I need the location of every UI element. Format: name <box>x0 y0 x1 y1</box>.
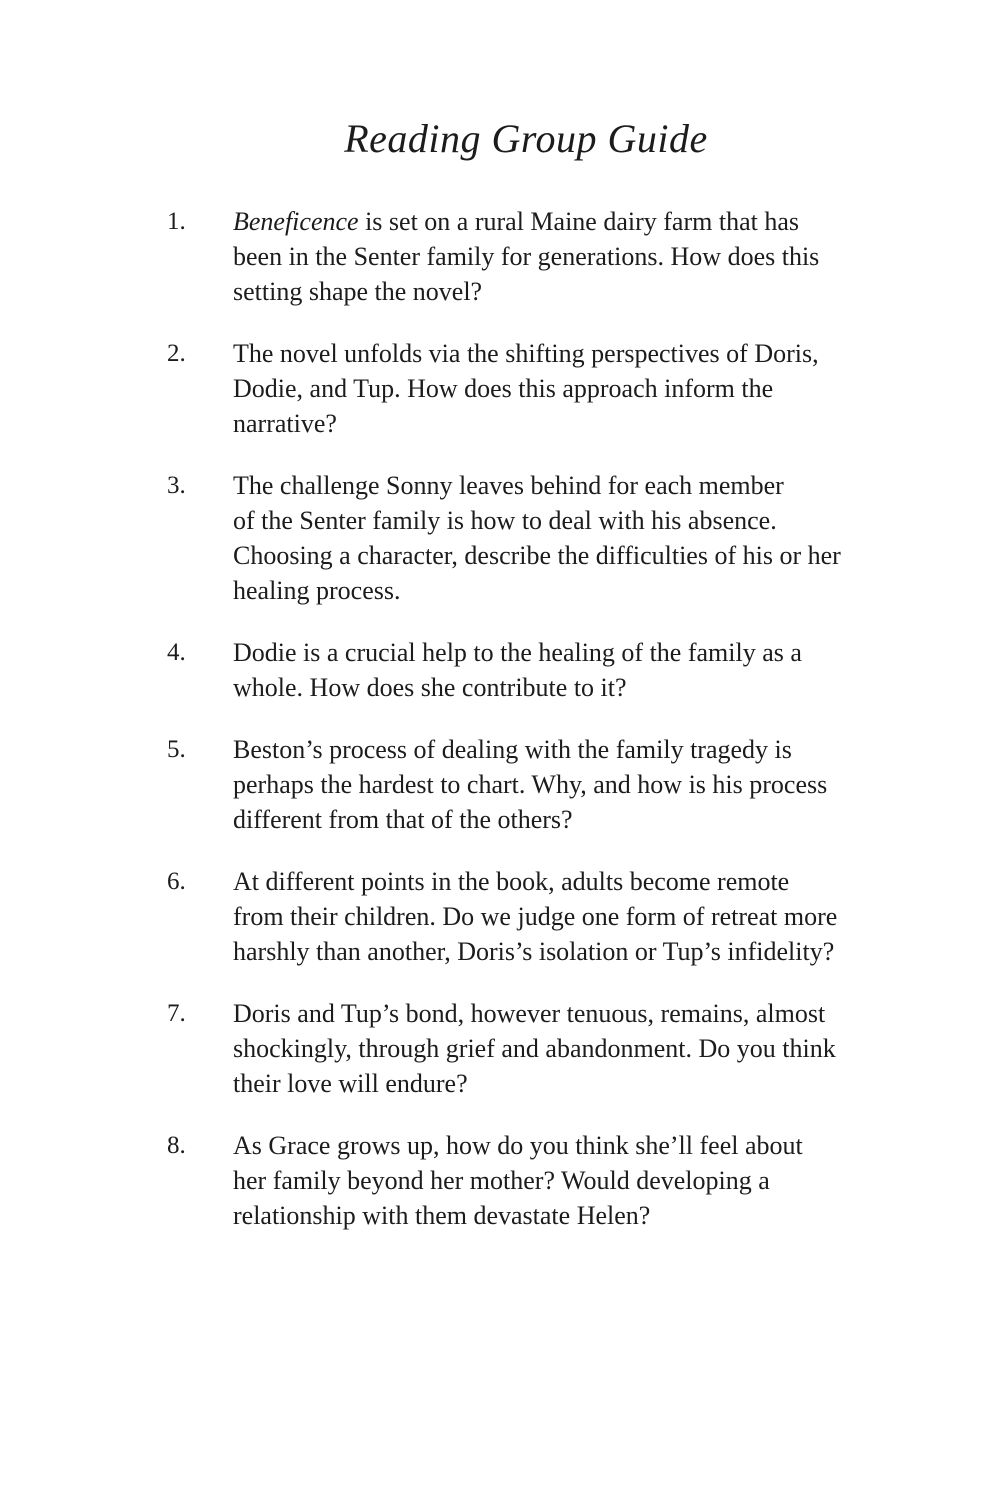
question-line <box>233 204 885 239</box>
question-line <box>233 468 885 503</box>
question-item <box>167 732 885 837</box>
question-line <box>233 538 885 573</box>
question-item <box>167 864 885 969</box>
question-line <box>233 996 885 1031</box>
question-text-part: The challenge Sonny leaves behind for each member <box>233 471 784 500</box>
question-text-part: whole. How does she contribute to it? <box>233 673 627 702</box>
question-item <box>167 1128 885 1233</box>
question-text-part: perhaps the hardest to chart. Why, and how is his process <box>233 770 828 799</box>
question-text-part: their love will endure? <box>233 1069 468 1098</box>
question-text-part: setting shape the novel? <box>233 277 483 306</box>
question-line <box>233 503 885 538</box>
question-list <box>167 204 885 1233</box>
question-number: 2. <box>167 340 186 367</box>
question-text <box>233 204 885 309</box>
page-title: Reading Group Guide <box>344 116 708 161</box>
question-line <box>233 573 885 608</box>
question-item <box>167 204 885 309</box>
question-text <box>233 635 885 705</box>
question-text <box>233 336 885 441</box>
question-number: 4. <box>167 639 186 666</box>
question-number: 1. <box>167 208 186 235</box>
question-text-part: harshly than another, Doris’s isolation or Tup’s infidelity? <box>233 937 835 966</box>
question-item <box>167 468 885 608</box>
question-text-part: shockingly, through grief and abandonment. Do you think <box>233 1034 836 1063</box>
question-text <box>233 864 885 969</box>
question-text-part: Dodie is a crucial help to the healing of the family as a <box>233 638 802 667</box>
question-text-part: Choosing a character, describe the difficulties of his or her <box>233 541 841 570</box>
question-text-part: As Grace grows up, how do you think she’ll feel about <box>233 1131 803 1160</box>
question-item <box>167 996 885 1101</box>
question-text-part: At different points in the book, adults become remote <box>233 867 790 896</box>
question-text-part: of the Senter family is how to deal with his absence. <box>233 506 777 535</box>
question-line <box>233 864 885 899</box>
question-number: 5. <box>167 736 186 763</box>
question-line <box>233 899 885 934</box>
question-text-part: been in the Senter family for generations. How does this <box>233 242 820 271</box>
question-text-part: different from that of the others? <box>233 805 573 834</box>
question-line <box>233 732 885 767</box>
question-text-part: relationship with them devastate Helen? <box>233 1201 651 1230</box>
question-text-part: her family beyond her mother? Would developing a <box>233 1166 770 1195</box>
question-item <box>167 635 885 705</box>
question-text-part: Dodie, and Tup. How does this approach inform the <box>233 374 774 403</box>
question-number: 8. <box>167 1132 186 1159</box>
question-line <box>233 767 885 802</box>
question-line <box>233 1198 885 1233</box>
question-text-part: Beston’s process of dealing with the family tragedy is <box>233 735 792 764</box>
question-line <box>233 670 885 705</box>
question-line <box>233 1066 885 1101</box>
question-line <box>233 934 885 969</box>
question-line <box>233 1031 885 1066</box>
question-text-part: The novel unfolds via the shifting perspectives of Doris, <box>233 339 819 368</box>
question-text-part: from their children. Do we judge one form of retreat more <box>233 902 838 931</box>
question-text-part: Doris and Tup’s bond, however tenuous, remains, almost <box>233 999 826 1028</box>
question-line <box>233 336 885 371</box>
question-line <box>233 1128 885 1163</box>
question-line <box>233 1163 885 1198</box>
question-item <box>167 336 885 441</box>
question-line <box>233 274 885 309</box>
question-number: 6. <box>167 868 186 895</box>
question-line <box>233 371 885 406</box>
question-line <box>233 239 885 274</box>
question-text-part: healing process. <box>233 576 401 605</box>
question-text-part: is set on a rural Maine dairy farm that has <box>358 207 799 236</box>
question-text <box>233 468 885 608</box>
question-text <box>233 1128 885 1233</box>
question-number: 7. <box>167 1000 186 1027</box>
book-title-italic: Beneficence <box>233 207 359 236</box>
question-number: 3. <box>167 472 186 499</box>
question-text <box>233 996 885 1101</box>
question-text <box>233 732 885 837</box>
question-text-part: narrative? <box>233 409 337 438</box>
question-line <box>233 406 885 441</box>
question-line <box>233 802 885 837</box>
question-line <box>233 635 885 670</box>
